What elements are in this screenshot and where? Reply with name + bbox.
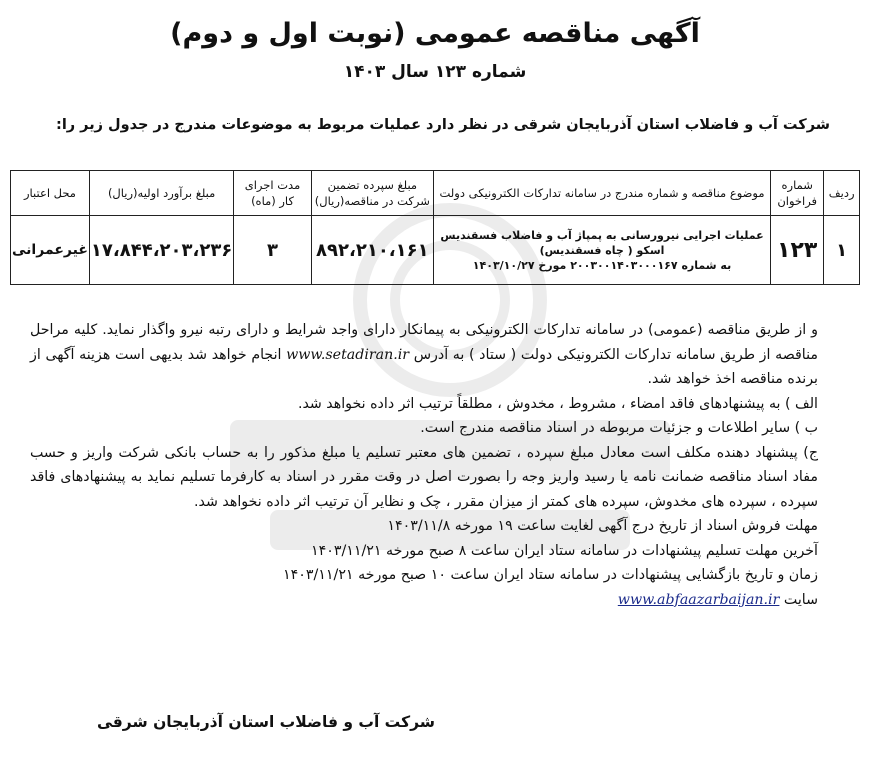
tender-table — [10, 170, 860, 285]
notice-body — [30, 318, 818, 612]
header-call-number: شماره فراخوان — [771, 171, 824, 216]
procedure-text-end: انجام خواهد شد بدیهی است هزینه آگهی از برنده مناقصه اخذ خواهد شد. — [30, 346, 818, 387]
cell-deposit: ۸۹۲،۲۱۰،۱۶۱ — [311, 216, 433, 285]
cell-duration: ۳ — [234, 216, 311, 285]
intro-text: شرکت آب و فاضلاب استان آذربایجان شرقی در نظر دارد عملیات مربوط به موضوعات مندرج در جدول زیر را: — [56, 117, 830, 133]
table-row — [11, 216, 860, 285]
cell-subject — [433, 216, 770, 285]
table-header-row — [11, 171, 860, 216]
header-row-number: ردیف — [824, 171, 860, 216]
header-deposit: مبلغ سپرده تضمین شرکت در مناقصه(ریال) — [311, 171, 433, 216]
clause-alef: الف ) به پیشنهادهای فاقد امضاء ، مشروط ، مخدوش ، مطلقاً ترتیب اثر داده نخواهد شد. — [297, 395, 818, 412]
procedure-text: و از طریق مناقصه (عمومی) در سامانه تدارکات الکترونیکی به پیمانکار دارای واجد شرایط و دارای رتبه نیرو واگذار نماید. کلیه مراحل مناقصه از طریق سامانه تدارکات الکترونیکی دولت ( ستاد ) به آدرس — [30, 322, 819, 363]
header-estimate: مبلغ برآورد اولیه(ریال) — [89, 171, 233, 216]
setadiran-link[interactable]: www.setadiran.ir — [286, 346, 410, 363]
paragraph-procedure — [30, 318, 818, 392]
cell-funding: غیرعمرانی — [11, 216, 90, 285]
deadline-document-sale: مهلت فروش اسناد از تاریخ درج آگهی لغایت ساعت ۱۹ مورخه ۱۴۰۳/۱۱/۸ — [387, 518, 818, 534]
header-subject: موضوع مناقصه و شماره مندرج در سامانه تدارکات الکترونیکی دولت — [433, 171, 770, 216]
cell-row-number: ۱ — [824, 216, 860, 285]
signature: شرکت آب و فاضلاب استان آذربایجان شرقی — [96, 713, 435, 731]
deadline-submission: آخرین مهلت تسلیم پیشنهادات در سامانه ستاد ایران ساعت ۸ صبح مورخه ۱۴۰۳/۱۱/۲۱ — [310, 542, 818, 559]
subject-title: عملیات اجرایی نیرورسانی به پمپاژ آب و فاضلاب فسقندیس اسکو ( چاه فسقندیس) — [440, 228, 764, 257]
header-funding: محل اعتبار — [11, 171, 90, 216]
cell-call-number: ۱۲۳ — [771, 216, 824, 285]
opening-date: زمان و تاریخ بازگشایی پیشنهادات در سامانه ستاد ایران ساعت ۱۰ صبح مورخه ۱۴۰۳/۱۱/۲۱ — [283, 567, 818, 583]
notice-title: آگهی مناقصه عمومی (نوبت اول و دوم) — [170, 18, 700, 49]
clause-be: ب ) سایر اطلاعات و جزئیات مربوطه در اسناد مناقصه مندرج است. — [420, 420, 818, 436]
website-line — [30, 588, 818, 613]
website-link[interactable]: www.abfaazarbaijan.ir — [617, 591, 780, 608]
cell-estimate: ۱۷،۸۴۴،۲۰۳،۲۳۶ — [89, 216, 233, 285]
header-duration: مدت اجرای کار (ماه) — [234, 171, 311, 216]
notice-number: شماره ۱۲۳ سال ۱۴۰۳ — [343, 62, 527, 82]
subject-reference: به شماره ۲۰۰۳۰۰۱۴۰۳۰۰۰۱۶۷ مورخ ۱۴۰۳/۱۰/۲۷ — [472, 258, 732, 272]
clause-jim: ج) پیشنهاد دهنده مکلف است معادل مبلغ سپرده ، تضمین های معتبر تسلیم یا مبلغ مذکور را به حساب بانکی شرکت واریز و حسب مفاد اسناد مناقصه ضمانت نامه یا رسید واریز وجه را بصورت اصل در وقت مقرر در اسناد به کارفرما تسلیم نماید به پیشنهادهای فاقد سپرده ، سپرده های مخدوش، سپرده های کمتر از میزان مقرر ، چک و نظایر آن ترتیب اثر داده نخواهد شد. — [30, 444, 818, 510]
website-label: سایت — [783, 591, 818, 608]
